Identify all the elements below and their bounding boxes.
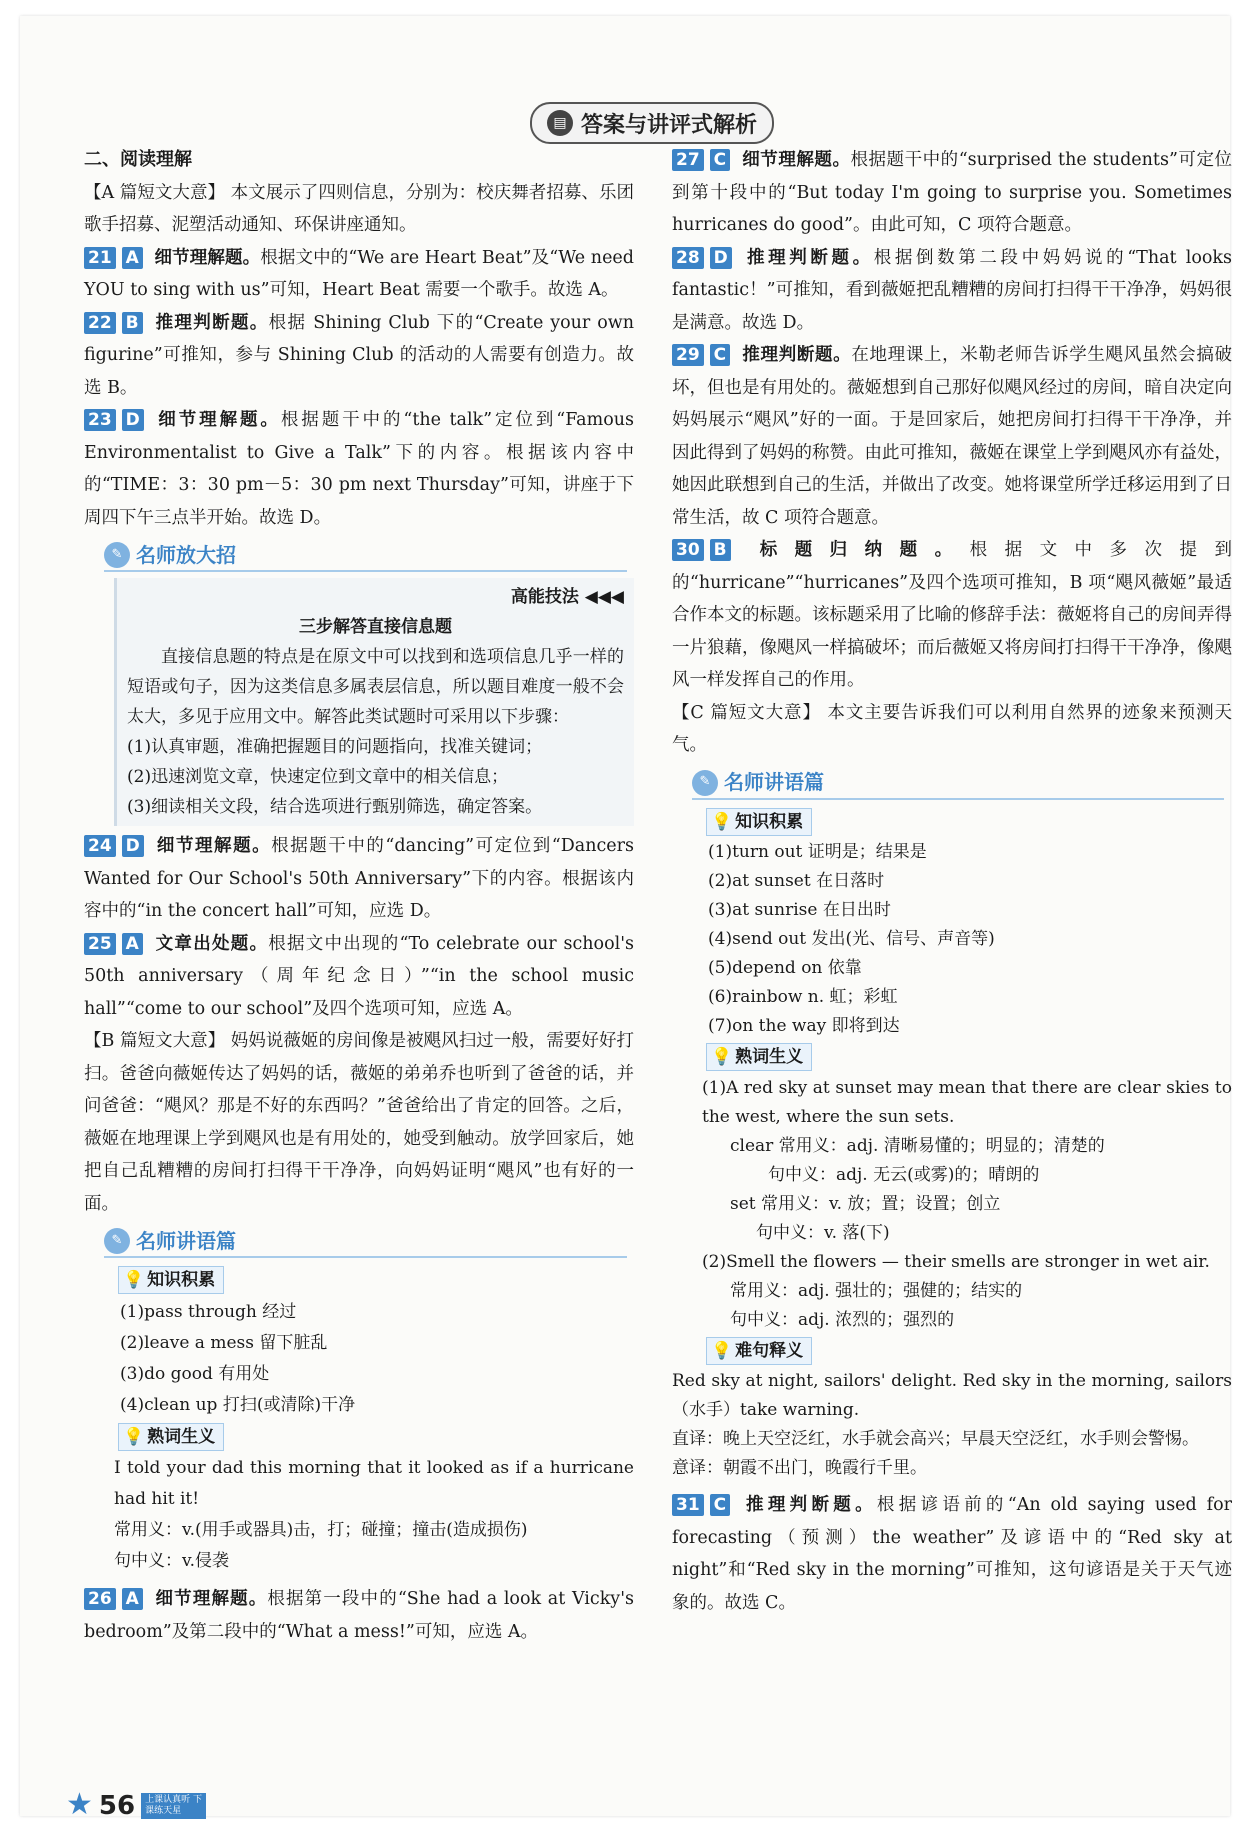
example-sentence: I told your dad this morning that it looked as if a hurricane had hit it! bbox=[114, 1458, 634, 1509]
summary-b: 【B 篇短文大意】 妈妈说薇姬的房间像是被飓风扫过一般，需要好好打扫。爸爸向薇姬传达了妈妈的话，薇姬的弟弟乔也听到了爸爸的话，并问爸爸：“飓风？那是不好的东西吗？”爸爸给出了肯定的回答。之后，薇姬在地理课上学到飓风也是有用处的，她受到触动。放学回家后，她把自己乱糟糟的房间打扫得干干净净，向妈妈证明“飓风”也有好的一面。 bbox=[84, 1031, 634, 1214]
question-type: 推理判断题。 bbox=[742, 345, 852, 365]
familiar-word-tag: 💡 熟词生义 bbox=[706, 1043, 812, 1071]
teacher-icon: ✎ bbox=[104, 542, 130, 568]
question-number: 21 bbox=[84, 247, 116, 269]
bulb-icon: 💡 bbox=[123, 1426, 145, 1447]
question-type: 细节理解题。 bbox=[158, 410, 281, 430]
common-meaning: set 常用义：v. 放；置；设置；创立 bbox=[730, 1193, 1001, 1214]
list-item: (4)clean up 打扫(或清除)干净 bbox=[120, 1394, 356, 1415]
left-column bbox=[84, 144, 634, 1648]
star-mascot-icon: ★ bbox=[66, 1787, 93, 1822]
question-type: 细节理解题。 bbox=[156, 836, 272, 856]
title-text: 答案与讲评式解析 bbox=[580, 112, 757, 138]
footer-slogan: 上课认真听 下课练天星 bbox=[141, 1793, 206, 1819]
answer-25 bbox=[84, 928, 634, 1026]
answer-letter: D bbox=[122, 835, 144, 857]
tip-body: 直接信息题的特点是在原文中可以找到和选项信息几乎一样的短语或句子，因为这类信息多属表层信息，所以题目难度一般不会太大，多见于应用文中。解答此类试题时可采用以下步骤： bbox=[127, 647, 624, 727]
list-item: (6)rainbow n. 虹；彩虹 bbox=[708, 987, 898, 1007]
answer-letter: A bbox=[122, 247, 143, 269]
bulb-icon: 💡 bbox=[123, 1270, 145, 1290]
tip-step: (1)认真审题，准确把握题目的问题指向，找准关键词； bbox=[127, 737, 543, 757]
question-number: 22 bbox=[84, 312, 116, 334]
answer-letter: A bbox=[122, 933, 143, 955]
question-number: 29 bbox=[672, 344, 704, 366]
answer-letter: B bbox=[710, 539, 731, 561]
answer-29 bbox=[672, 339, 1232, 534]
answer-letter: D bbox=[710, 247, 732, 269]
explanation: 根据文中的“We are Heart Beat”及“We need YOU to sing with us”可知，Heart Beat 需要一个歌手。故选 A。 bbox=[84, 247, 634, 300]
bulb-icon: 💡 bbox=[711, 1340, 733, 1361]
answer-31 bbox=[672, 1489, 1232, 1619]
page-sheet bbox=[20, 16, 1233, 1816]
teacher-icon: ✎ bbox=[692, 770, 718, 796]
question-number: 31 bbox=[672, 1494, 704, 1516]
literal-translation: 直译：晚上天空泛红，水手就会高兴；早晨天空泛红，水手则会警惕。 bbox=[672, 1429, 1199, 1449]
answer-21 bbox=[84, 242, 634, 307]
list-item: (2)leave a mess 留下脏乱 bbox=[120, 1332, 328, 1353]
proverb: Red sky at night, sailors' delight. Red sky in the morning, sailors（水手）take warning. bbox=[672, 1371, 1232, 1420]
answer-27 bbox=[672, 144, 1232, 242]
teacher-passage-banner bbox=[104, 1226, 627, 1258]
explanation: 根据题干中的“the talk”定位到“Famous Environmentalist to Give a Talk”下的内容。根据该内容中的“TIME：3：30 pm－5：30 pm next Thursday”可知，讲座于下周四下午三点半开始。故选 D。 bbox=[84, 410, 635, 528]
tip-box bbox=[114, 578, 634, 826]
list-item: (3)at sunrise 在日出时 bbox=[708, 900, 891, 920]
tip-step: (3)细读相关文段，结合选项进行甄别筛选，确定答案。 bbox=[127, 797, 543, 817]
question-number: 30 bbox=[672, 539, 704, 561]
banner-label: 名师放大招 bbox=[136, 542, 236, 567]
section-heading: 二、阅读理解 bbox=[84, 149, 192, 170]
list-item: (4)send out 发出(光、信号、声音等) bbox=[708, 929, 995, 949]
explanation: 根据题干中的“dancing”可定位到“Dancers Wanted for Our School's 50th Anniversary”下的内容。根据该内容中的“in the concert hall”可知，应选 D。 bbox=[84, 836, 634, 921]
explanation: 根据题干中的“surprised the students”可定位到第十段中的“But today I'm going to surprise you. Sometimes hurricanes do good”。由此可知，C 项符合题意。 bbox=[672, 150, 1232, 235]
knowledge-tag: 💡 知识积累 bbox=[118, 1266, 224, 1294]
explanation: 在地理课上，米勒老师告诉学生飓风虽然会搞破坏，但也是有用处的。薇姬想到自己那好似飓风经过的房间，暗自决定向妈妈展示“飓风”好的一面。于是回家后，她把房间打扫得干干净净，并因此得到了妈妈的称赞。由此可推知，薇姬在课堂上学到飓风亦有益处，她因此联想到自己的生活，并做出了改变。她将课堂所学迁移运用到了日常生活，故 C 项符合题意。 bbox=[672, 345, 1233, 528]
question-type: 文章出处题。 bbox=[155, 933, 269, 954]
question-type: 推理判断题。 bbox=[746, 247, 874, 268]
answer-letter: D bbox=[122, 409, 144, 431]
bulb-icon: 💡 bbox=[711, 811, 733, 832]
common-meaning: 常用义：adj. 强壮的；强健的；结实的 bbox=[730, 1280, 1023, 1301]
question-type: 推理判断题。 bbox=[155, 312, 269, 333]
summary-c: 【C 篇短文大意】 本文主要告诉我们可以利用自然界的迹象来预测天气。 bbox=[672, 702, 1232, 755]
knowledge-tag: 💡 知识积累 bbox=[706, 808, 812, 836]
answer-letter: B bbox=[122, 312, 143, 334]
example-sentence: (1)A red sky at sunset may mean that there are clear skies to the west, where the sun sets. bbox=[702, 1077, 1232, 1127]
banner-label: 名师讲语篇 bbox=[136, 1228, 236, 1253]
explanation: 根据第一段中的“She had a look at Vicky's bedroom”及第二段中的“What a mess!”可知，应选 A。 bbox=[84, 1589, 634, 1642]
question-type: 标题归纳题。 bbox=[759, 540, 970, 560]
context-meaning: 句中义：adj. 无云(或雾)的；晴朗的 bbox=[768, 1164, 1040, 1185]
teacher-icon: ✎ bbox=[104, 1228, 130, 1254]
knowledge-list bbox=[84, 1297, 634, 1421]
page-footer bbox=[66, 1787, 206, 1822]
list-item: (1)turn out 证明是；结果是 bbox=[708, 842, 927, 862]
answer-28 bbox=[672, 242, 1232, 340]
question-number: 23 bbox=[84, 409, 116, 431]
question-number: 24 bbox=[84, 835, 116, 857]
question-number: 27 bbox=[672, 149, 704, 171]
explanation: 根据文中出现的“To celebrate our school's 50th anniversary（周年纪念日）”“in the school music hall”“come to our school”及四个选项可知，应选 A。 bbox=[84, 933, 634, 1019]
difficult-sentence-tag: 💡 难句释义 bbox=[706, 1337, 812, 1365]
tip-step: (2)迅速浏览文章，快速定位到文章中的相关信息； bbox=[127, 767, 509, 787]
answer-22 bbox=[84, 307, 634, 405]
explanation: 根据文中多次提到的“hurricane”“hurricanes”及四个选项可推知，B 项“飓风薇姬”最适合作本文的标题。该标题采用了比喻的修辞手法：薇姬将自己的房间弄得一片狼藉，像飓风一样搞破坏；而后薇姬又将房间打扫得干干净净，像飓风一样发挥自己的作用。 bbox=[672, 540, 1232, 690]
right-column bbox=[672, 144, 1232, 1619]
context-meaning: 句中义：v.侵袭 bbox=[114, 1551, 229, 1571]
list-item: (3)do good 有用处 bbox=[120, 1363, 270, 1384]
answer-letter: C bbox=[710, 149, 730, 171]
list-item: (2)at sunset 在日落时 bbox=[708, 871, 885, 891]
tip-label: 高能技法 ◀◀◀ bbox=[510, 587, 624, 607]
answer-23 bbox=[84, 404, 634, 534]
answer-letter: C bbox=[710, 1494, 730, 1516]
book-icon: ▤ bbox=[547, 110, 573, 136]
explanation: 根据倒数第二段中妈妈说的“That looks fantastic！”可推知，看到薇姬把乱糟糟的房间打扫得干干净净，妈妈很是满意。故选 D。 bbox=[672, 247, 1232, 333]
list-item: (1)pass through 经过 bbox=[120, 1301, 297, 1322]
question-number: 26 bbox=[84, 1588, 116, 1610]
banner-label: 名师讲语篇 bbox=[724, 770, 824, 795]
question-type: 细节理解题。 bbox=[155, 1589, 268, 1609]
context-meaning: 句中义：adj. 浓烈的；强烈的 bbox=[730, 1309, 955, 1330]
explanation: 根据谚语前的“An old saying used for forecasting（预测）the weather”及谚语中的“Red sky at night”和“Red sky in the morning”可推知，这句谚语是关于天气迹象的。故选 C。 bbox=[672, 1495, 1232, 1613]
familiar-word-block bbox=[84, 1453, 634, 1577]
answer-26 bbox=[84, 1583, 634, 1648]
list-item: (5)depend on 依靠 bbox=[708, 958, 862, 978]
page-number: 56 bbox=[98, 1791, 136, 1821]
answer-30 bbox=[672, 534, 1232, 697]
question-number: 25 bbox=[84, 933, 116, 955]
answer-24 bbox=[84, 830, 634, 928]
common-meaning: 常用义：v.(用手或器具)击，打；碰撞；撞击(造成损伤) bbox=[114, 1520, 528, 1540]
answer-section-title bbox=[530, 102, 774, 144]
question-type: 细节理解题。 bbox=[154, 247, 261, 268]
teacher-tips-banner bbox=[104, 540, 627, 572]
list-item: (7)on the way 即将到达 bbox=[708, 1016, 900, 1036]
familiar-word-block bbox=[672, 1074, 1232, 1335]
question-type: 细节理解题。 bbox=[742, 150, 851, 170]
tip-title: 三步解答直接信息题 bbox=[299, 617, 452, 637]
answer-letter: C bbox=[710, 344, 730, 366]
summary-a: 【A 篇短文大意】 本文展示了四则信息，分别为：校庆舞者招募、乐团歌手招募、泥塑活动通知、环保讲座通知。 bbox=[84, 182, 634, 235]
familiar-word-tag: 💡 熟词生义 bbox=[118, 1423, 224, 1451]
answer-letter: A bbox=[122, 1588, 143, 1610]
common-meaning: clear 常用义：adj. 清晰易懂的；明显的；清楚的 bbox=[730, 1135, 1105, 1156]
context-meaning: 句中义：v. 落(下) bbox=[756, 1222, 890, 1243]
difficult-sentence-block bbox=[672, 1367, 1232, 1483]
bulb-icon: 💡 bbox=[711, 1047, 733, 1067]
teacher-passage-banner bbox=[692, 768, 1224, 800]
free-translation: 意译：朝霞不出门，晚霞行千里。 bbox=[672, 1458, 927, 1478]
explanation: 根据 Shining Club 下的“Create your own figurine”可推知，参与 Shining Club 的活动的人需要有创造力。故选 B。 bbox=[84, 312, 634, 398]
example-sentence: (2)Smell the flowers — their smells are stronger in wet air. bbox=[702, 1251, 1210, 1272]
knowledge-list bbox=[672, 838, 1232, 1041]
question-type: 推理判断题。 bbox=[746, 1495, 877, 1515]
question-number: 28 bbox=[672, 247, 704, 269]
